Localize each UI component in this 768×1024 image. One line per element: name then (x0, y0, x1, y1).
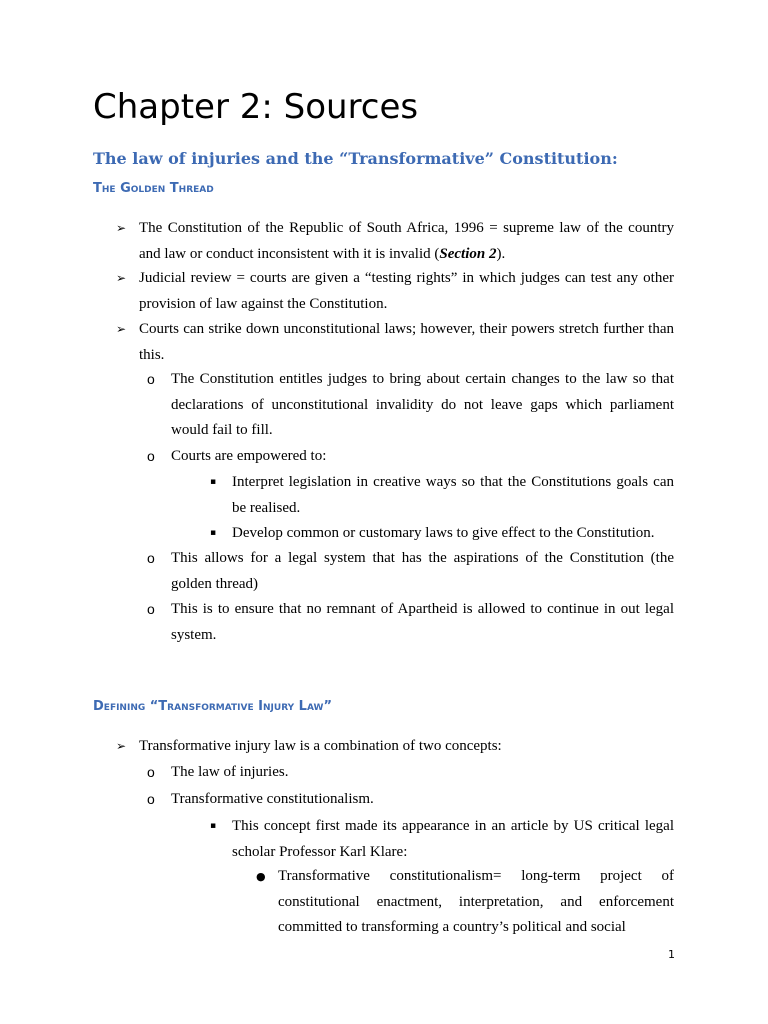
list-item: The Constitution entitles judges to bring about certain changes to the law so that declarations of unconstitutional invalidity do not leave gaps which parliament would fail to fill. (171, 371, 674, 438)
section-reference: Section 2 (439, 245, 497, 262)
dot-bullet-icon: ● (256, 870, 266, 883)
list-item: Transformative constitutionalism= long-term project of constitutional enactment, interpretation, and enforcement committed to transforming a country’s political and social (278, 868, 674, 935)
list-item: Transformative constitutionalism. (171, 791, 374, 807)
list-item: Develop common or customary laws to give effect to the Constitution. (232, 525, 655, 541)
section-subtitle: The law of injuries and the “Transformative” Constitution: (93, 149, 618, 168)
page-number: 1 (668, 948, 675, 961)
list-item: Transformative injury law is a combination of two concepts: (139, 738, 502, 754)
list-item: This concept first made its appearance in an article by US critical legal scholar Professor Karl Klare: (232, 818, 674, 860)
circle-bullet-icon: o (147, 791, 155, 807)
circle-bullet-icon: o (147, 371, 155, 387)
heading-defining-transformative-injury-law: Defining “Transformative Injury Law” (93, 699, 332, 714)
arrow-bullet-icon: ➢ (116, 221, 127, 235)
list-item (139, 216, 674, 267)
chapter-title: Chapter 2: Sources (93, 87, 419, 127)
list-item-text: The Constitution of the Republic of South Africa, 1996 = supreme law of the country and law or conduct inconsistent with it is invalid ( (139, 220, 674, 262)
list-item: Courts are empowered to: (171, 448, 327, 464)
circle-bullet-icon: o (147, 448, 155, 464)
list-item: Judicial review = courts are given a “testing rights” in which judges can test any other provision of law against the Constitution. (139, 270, 674, 312)
square-bullet-icon: ▪ (210, 821, 217, 831)
arrow-bullet-icon: ➢ (116, 739, 127, 753)
arrow-bullet-icon: ➢ (116, 322, 127, 336)
heading-golden-thread: The Golden Thread (93, 181, 214, 196)
list-item: This allows for a legal system that has the aspirations of the Constitution (the golden thread) (171, 550, 674, 592)
square-bullet-icon: ▪ (210, 528, 217, 538)
square-bullet-icon: ▪ (210, 477, 217, 487)
list-item-text: ). (496, 245, 506, 262)
circle-bullet-icon: o (147, 601, 155, 617)
circle-bullet-icon: o (147, 550, 155, 566)
list-item: This is to ensure that no remnant of Apartheid is allowed to continue in out legal system. (171, 601, 674, 643)
arrow-bullet-icon: ➢ (116, 271, 127, 285)
list-item: Interpret legislation in creative ways so that the Constitutions goals can be realised. (232, 474, 674, 516)
list-item: Courts can strike down unconstitutional laws; however, their powers stretch further than this. (139, 321, 674, 363)
circle-bullet-icon: o (147, 764, 155, 780)
list-item: The law of injuries. (171, 764, 289, 780)
